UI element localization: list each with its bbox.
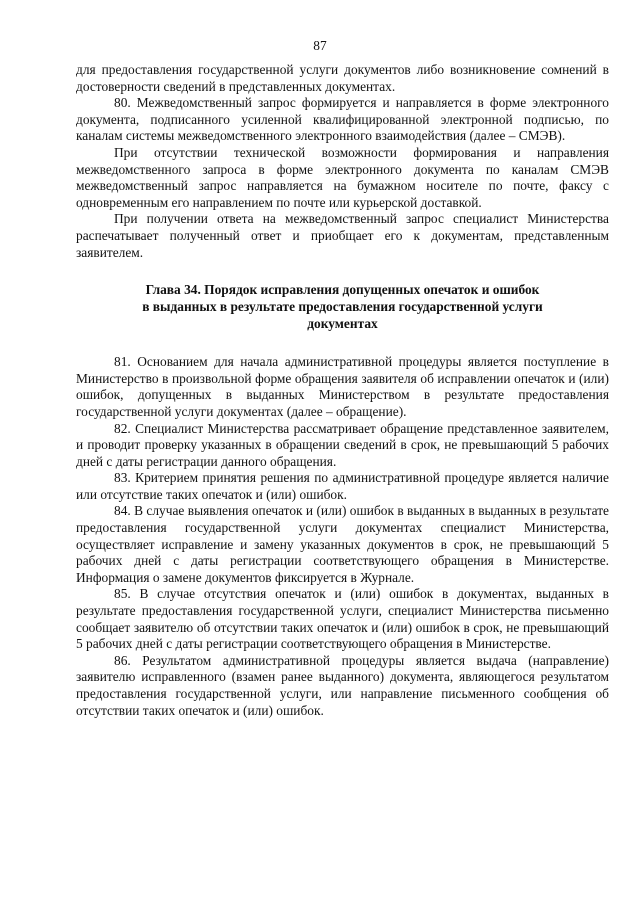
document-body (76, 62, 609, 719)
chapter-heading-line-3: документах (307, 316, 378, 332)
paragraph-continuation: для предоставления государственной услуги документов либо возникновение сомнений в достоверности сведений в представленных документах. (76, 62, 609, 94)
paragraph-86: 86. Результатом административной процедуры является выдача (направление) заявителю исправленного (взамен ранее выданного) документа, являющегося результатом предоставления государственной услуги, или направление письменного сообщения об отсутствии таких опечаток и (или) ошибок. (76, 652, 609, 718)
chapter-heading-line-2: в выданных в результате предоставления государственной услуги (142, 299, 543, 315)
paragraph-81: 81. Основанием для начала административной процедуры является поступление в Министерство в произвольной форме обращения заявителя об исправлении опечаток и (или) ошибок, допущенных в выданных Министерством в результате предоставления государственной услуги документах (далее – обращение). (76, 354, 609, 419)
paragraph-84: 84. В случае выявления опечаток и (или) ошибок в выданных в выданных в результате предоставления государственной услуги документах специалист Министерства, осуществляет исправление и замену указанных документов в срок, не превышающий 5 рабочих дней с даты регистрации соответствующего обращения в Министерстве. Информация о замене документов фиксируется в Журнале. (76, 503, 609, 585)
chapter-heading (76, 281, 609, 332)
page-number: 87 (313, 38, 327, 53)
chapter-heading-line-1: Глава 34. Порядок исправления допущенных опечаток и ошибок (145, 282, 540, 298)
paragraph-85: 85. В случае отсутствия опечаток и (или) ошибок в документах, выданных в результате предоставления государственной услуги, специалист Министерства письменно сообщает заявителю об отсутствии таких опечаток и (или) ошибок в срок, не превышающий 5 рабочих дней с даты регистрации соответствующего обращения в Министерстве. (76, 586, 609, 652)
paragraph-80-no-tech: При отсутствии технической возможности формирования и направления межведомственного запроса в форме электронного документа по каналам СМЭВ межведомственный запрос направляется на бумажном носителе по почте, факсу с одновременным его направлением по почте или курьерской доставкой. (76, 144, 609, 210)
paragraph-83: 83. Критерием принятия решения по административной процедуре является наличие или отсутствие таких опечаток и (или) ошибок. (76, 470, 609, 502)
paragraph-82: 82. Специалист Министерства рассматривает обращение представленное заявителем, и проводит проверку указанных в обращении сведений в срок, не превышающий 5 рабочих дней с даты регистрации данного обращения. (76, 420, 609, 469)
paragraph-80-response: При получении ответа на межведомственный запрос специалист Министерства распечатывает полученный ответ и приобщает его к документам, представленным заявителем. (76, 211, 609, 260)
paragraph-80: 80. Межведомственный запрос формируется и направляется в форме электронного документа, подписанного усиленной квалифицированной электронной подписью, по каналам системы межведомственного электронного взаимодействия (далее – СМЭВ). (76, 95, 609, 144)
